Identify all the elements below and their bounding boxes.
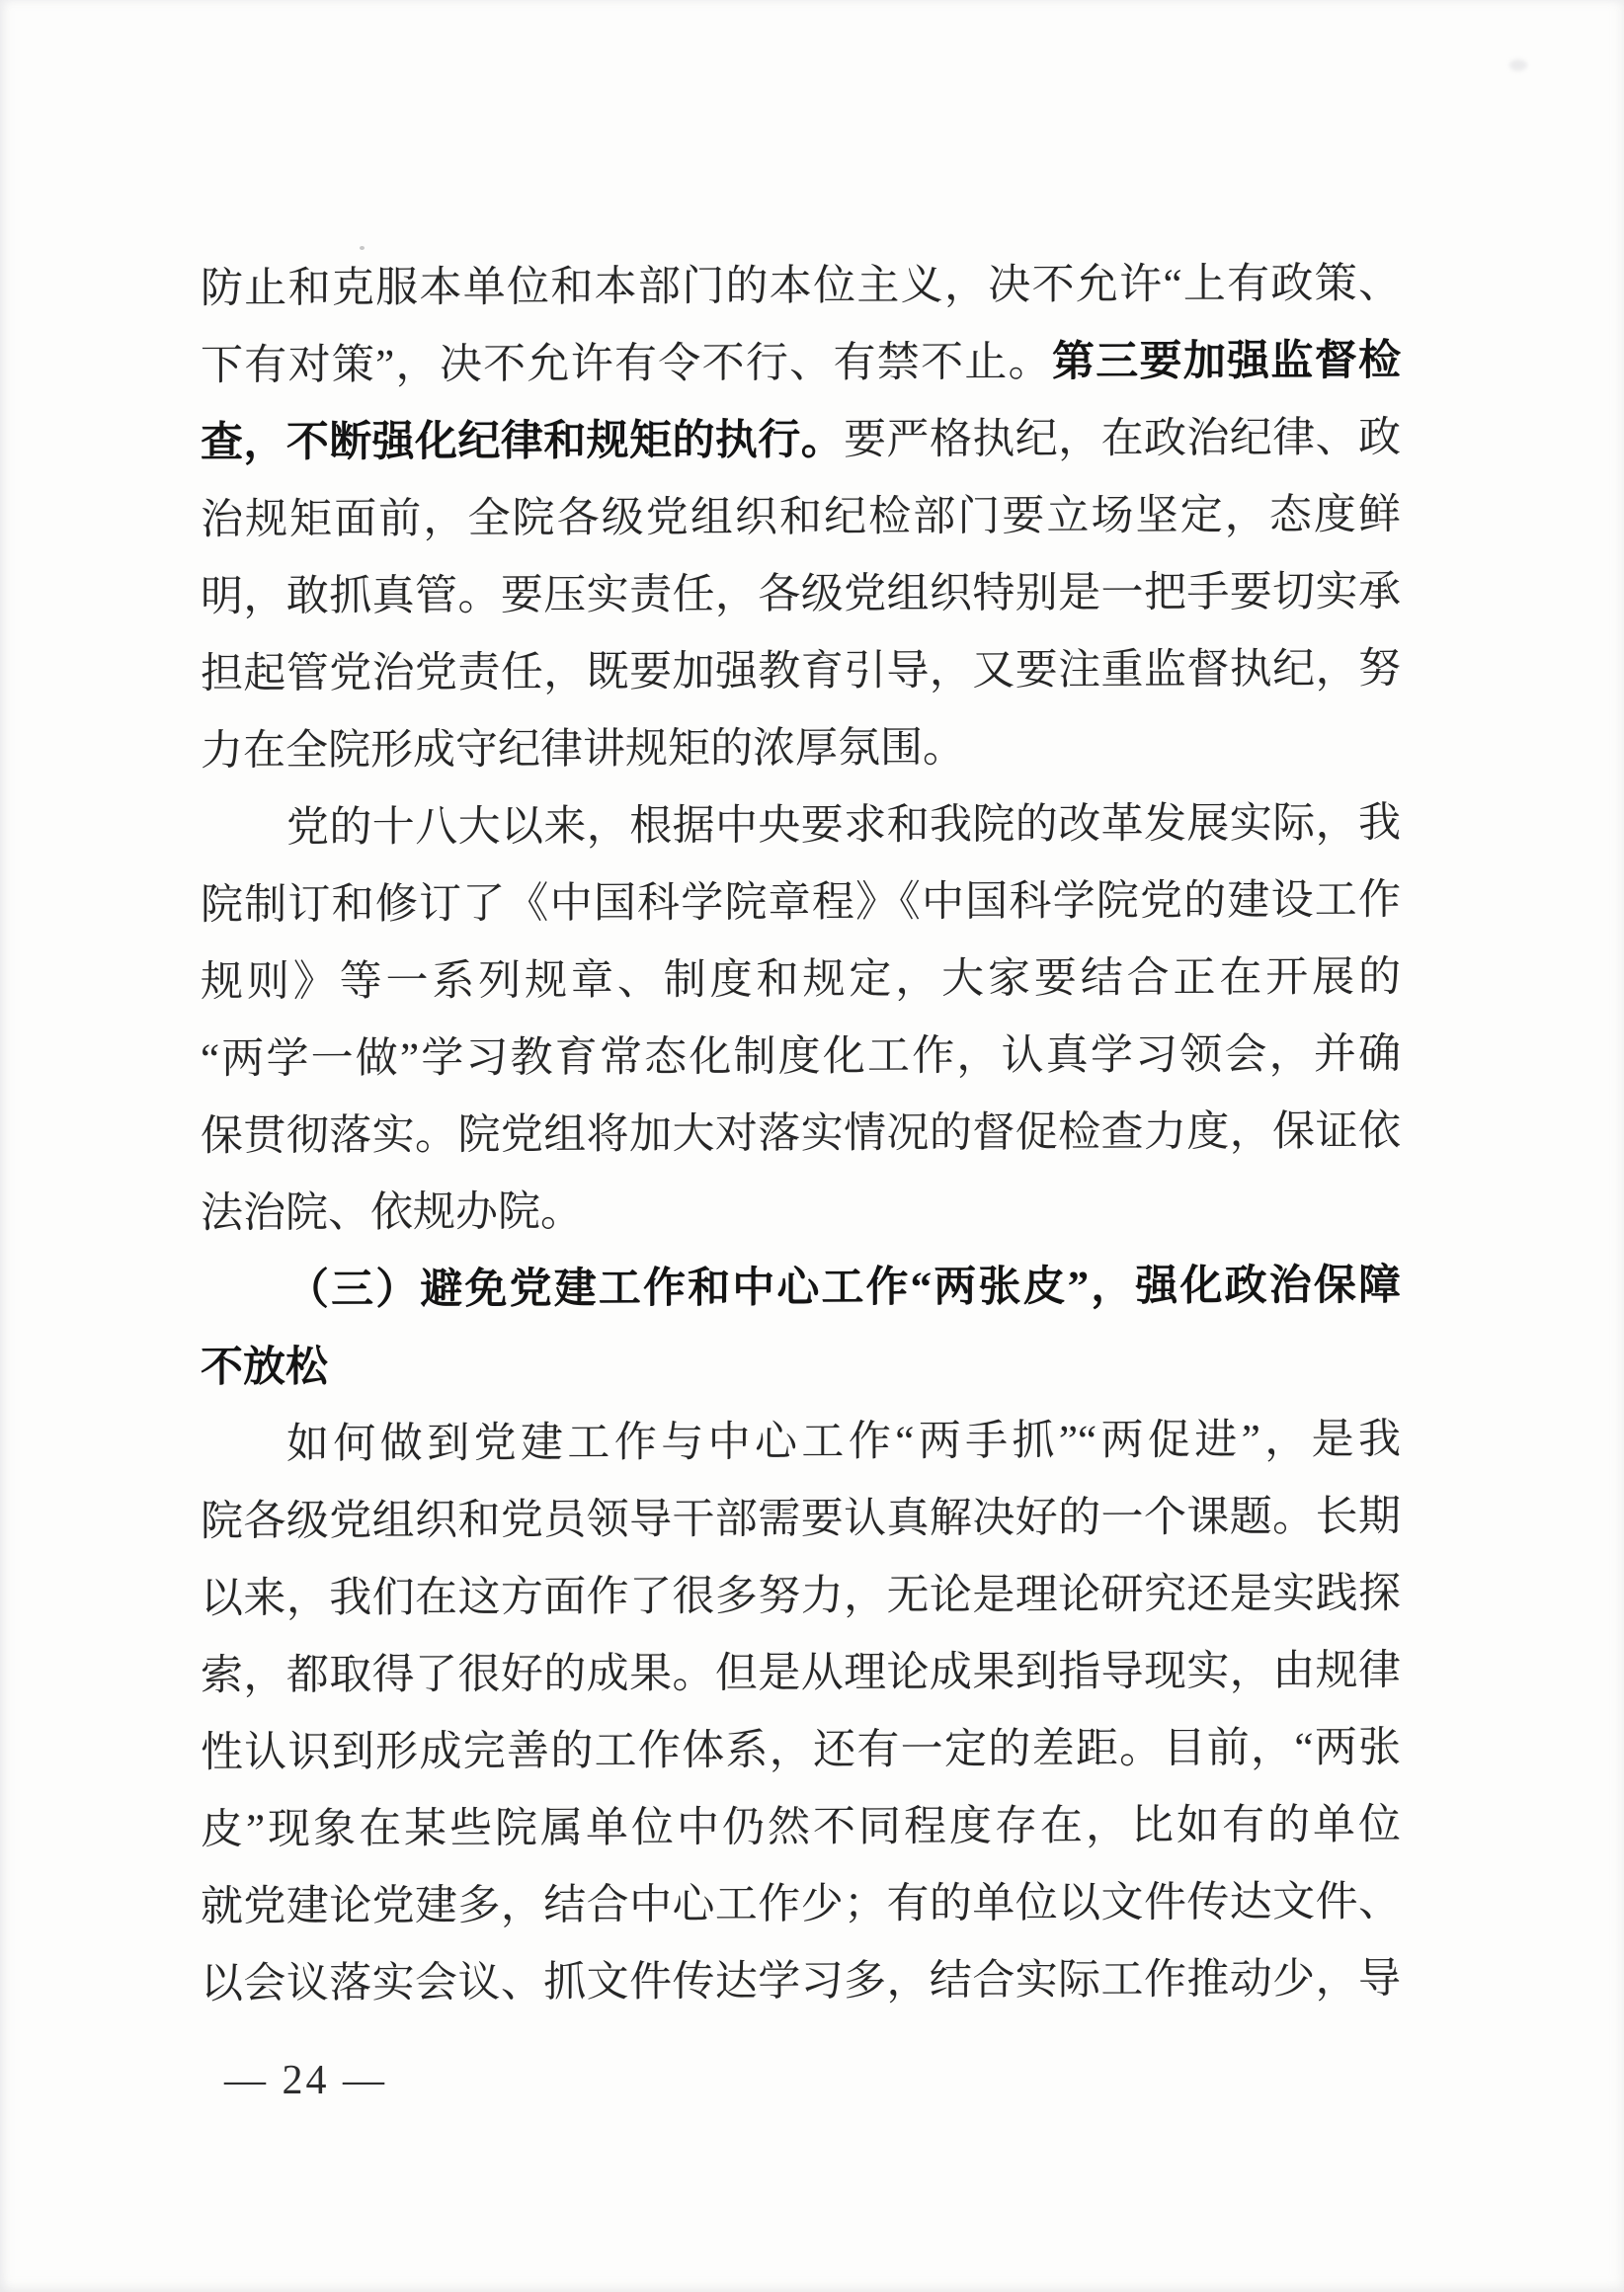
text-line: 治规矩面前，全院各级党组织和纪检部门要立场坚定，态度鲜	[201, 491, 1401, 543]
section-heading: （三）避免党建工作和中心工作“两张皮”，强化政治保障	[286, 1262, 1401, 1314]
text-line: 以会议落实会议、抓文件传达学习多，结合实际工作推动少，导	[201, 1955, 1401, 2007]
page-number: — 24 —	[224, 2058, 387, 2103]
text-line: 索，都取得了很好的成果。但是从理论成果到指导现实，由规律	[201, 1647, 1401, 1699]
document-body	[201, 246, 1401, 2023]
text-line: 就党建论党建多，结合中心工作少；有的单位以文件传达文件、	[201, 1878, 1401, 1930]
text-line: 担起管党治党责任，既要加强教育引导，又要注重监督执纪，努	[201, 645, 1401, 697]
text-line: 保贯彻落实。院党组将加大对落实情况的督促检查力度，保证依	[201, 1107, 1401, 1160]
text-line	[201, 323, 1401, 405]
text-line: 院制订和修订了《中国科学院章程》《中国科学院党的建设工作	[201, 876, 1401, 929]
text-line: 明，敢抓真管。要压实责任，各级党组织特别是一把手要切实承	[201, 568, 1401, 620]
text-line: 党的十八大以来，根据中央要求和我院的改革发展实际，我	[286, 799, 1401, 852]
text-line: 法治院、依规办院。	[201, 1188, 583, 1237]
section-heading-continued: 不放松	[201, 1344, 328, 1391]
text-line: 防止和克服本单位和本部门的本位主义，决不允许“上有政策、	[201, 260, 1401, 312]
text-segment: 要严格执纪，在政治纪律、政	[844, 414, 1402, 464]
text-line: 皮”现象在某些院属单位中仍然不同程度存在，比如有的单位	[201, 1801, 1401, 1853]
text-line: 性认识到形成完善的工作体系，还有一定的差距。目前，“两张	[201, 1724, 1401, 1776]
scan-smudge	[1509, 59, 1527, 71]
text-line: 规则》等一系列规章、制度和规定，大家要结合正在开展的	[201, 953, 1401, 1006]
text-line: 如何做到党建工作与中心工作“两手抓”“两促进”，是我	[286, 1416, 1401, 1468]
text-segment-bold: 第三要加强监督检	[1051, 337, 1402, 386]
text-segment: 下有对策”，决不允许有令不行、有禁不止。	[201, 339, 1052, 389]
text-line: 以来，我们在这方面作了很多努力，无论是理论研究还是实践探	[201, 1570, 1401, 1622]
text-line: “两学一做”学习教育常态化制度化工作，认真学习领会，并确	[201, 1030, 1401, 1083]
text-line: 院各级党组织和党员领导干部需要认真解决好的一个课题。长期	[201, 1493, 1401, 1545]
text-segment-bold: 查，不断强化纪律和规矩的执行。	[201, 417, 845, 466]
text-line: 力在全院形成守纪律讲规矩的浓厚氛围。	[201, 724, 965, 775]
text-line	[201, 400, 1401, 482]
